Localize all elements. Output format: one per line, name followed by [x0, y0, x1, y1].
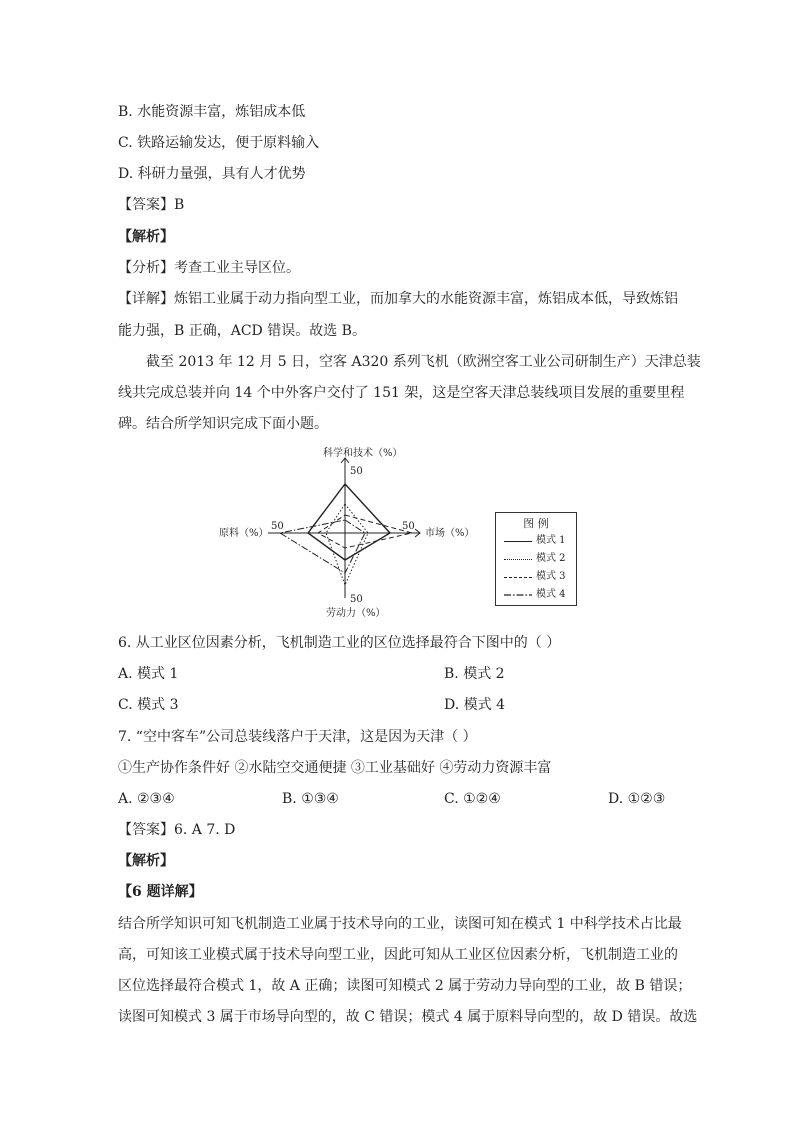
legend-label: 模式 2	[536, 553, 566, 564]
tick-label-left: 50	[271, 521, 284, 532]
axis-label-labor: 劳动力（%）	[326, 608, 386, 619]
q7-option-d: D. ①②③	[608, 791, 666, 807]
tick-label-right: 50	[402, 521, 415, 532]
material-line-2: 线共完成总装并向 14 个中外客户交付了 151 架，这是空客天津总装线项目发展的重要里程	[118, 385, 685, 401]
q6-option-c: C. 模式 3	[118, 697, 179, 713]
analysis-detail-line-1: 【详解】炼铝工业属于动力指向型工业，而加拿大的水能资源丰富，炼铝成本低，导致炼铝	[118, 291, 678, 307]
q6-detail-title: 【6 题详解】	[118, 884, 203, 900]
q6-detail-line-2: 高，可知该工业模式属于技术导向型工业，因此可知从工业区位因素分析，飞机制造工业的	[118, 947, 678, 963]
q7-conditions: ①生产协作条件好 ②水陆空交通便捷 ③工业基础好 ④劳动力资源丰富	[118, 760, 552, 776]
q7-option-b: B. ①③④	[282, 791, 339, 807]
axis-label-material: 原料（%）	[219, 528, 269, 539]
axis-label-market: 市场（%）	[425, 528, 475, 539]
option-b-prev: B. 水能资源丰富，炼铝成本低	[118, 104, 306, 120]
legend-swatch-dotted	[504, 559, 532, 560]
analysis-fenxi: 【分析】考查工业主导区位。	[118, 260, 300, 276]
legend-item-4	[504, 588, 570, 602]
legend-swatch-dashdot	[504, 588, 532, 602]
figure-legend	[495, 512, 577, 606]
q6-option-b: B. 模式 2	[444, 666, 505, 682]
analysis-title-2: 【解析】	[118, 853, 174, 869]
q7-option-c: C. ①②④	[444, 791, 501, 807]
answer-prev: 【答案】B	[118, 197, 185, 213]
question-6-stem: 6. 从工业区位因素分析，飞机制造工业的区位选择最符合下图中的（ ）	[118, 635, 561, 651]
q6-detail-line-3: 区位选择最符合模式 1，故 A 正确；读图可知模式 2 属于劳动力导向型的工业，故 B 错误；	[118, 978, 692, 994]
analysis-detail-line-2: 能力强，B 正确，ACD 错误。故选 B。	[118, 323, 366, 339]
legend-label: 模式 3	[536, 571, 566, 582]
q6-detail-line-4: 读图可知模式 3 属于市场导向型的，故 C 错误；模式 4 属于原料导向型的，故 D 错误。故选	[118, 1009, 698, 1025]
axis-label-science: 科学和技术（%）	[323, 448, 403, 459]
legend-item-3	[504, 570, 570, 584]
question-7-stem: 7. “空中客车”公司总装线落户于天津，这是因为天津（ ）	[118, 729, 477, 745]
q6-option-d: D. 模式 4	[444, 697, 505, 713]
legend-label: 模式 1	[536, 535, 566, 546]
q7-option-a: A. ②③④	[118, 791, 175, 807]
q6-detail-line-1: 结合所学知识可知飞机制造工业属于技术导向的工业，读图可知在模式 1 中科学技术占比最	[118, 916, 682, 932]
material-line-3: 碑。结合所学知识完成下面小题。	[118, 416, 328, 432]
pattern-3-shape	[318, 515, 412, 548]
legend-swatch-dashed	[504, 577, 532, 578]
option-d-prev: D. 科研力量强，具有人才优势	[118, 166, 306, 182]
option-c-prev: C. 铁路运输发达，便于原料输入	[118, 135, 320, 151]
legend-item-2	[504, 552, 570, 566]
material-line-1: 截至 2013 年 12 月 5 日，空客 A320 系列飞机（欧洲空客工业公司研制生产）天津总装	[146, 354, 701, 370]
q6-option-a: A. 模式 1	[118, 666, 179, 682]
tick-label-top: 50	[350, 466, 363, 477]
tick-label-bottom: 50	[350, 594, 363, 605]
pattern-1-shape	[308, 484, 390, 560]
legend-item-1	[504, 534, 570, 548]
legend-title: 图 例	[523, 517, 549, 530]
legend-swatch-solid	[504, 541, 532, 542]
legend-label: 模式 4	[536, 589, 566, 600]
analysis-title: 【解析】	[118, 229, 174, 245]
answer-group: 【答案】6. A 7. D	[118, 822, 236, 838]
